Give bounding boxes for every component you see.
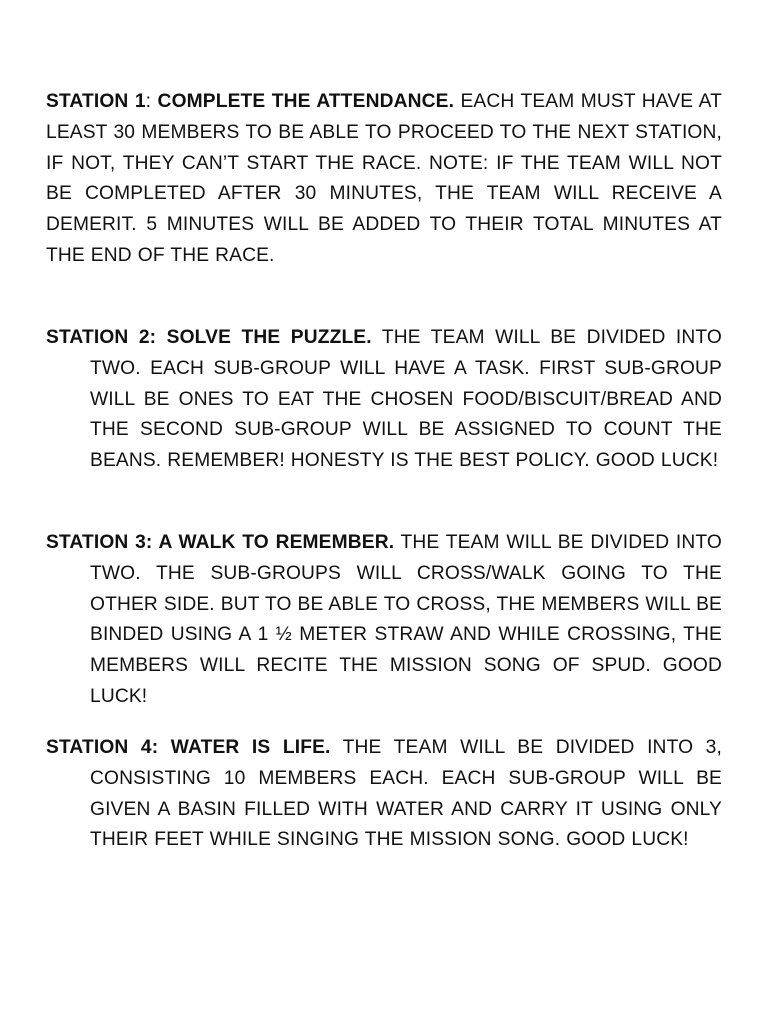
station-1-label-title: COMPLETE THE ATTENDANCE.	[151, 91, 455, 112]
station-2-paragraph	[46, 323, 722, 477]
station-2-body: THE TEAM WILL BE DIVIDED INTO TWO. EACH SUB-GROUP WILL HAVE A TASK. FIRST SUB-GROUP WILL BE ONES TO EAT THE CHOSEN FOOD/BISCUIT/BREAD AND THE SECOND SUB-GROUP WILL BE ASSIGNED TO COUNT THE BEANS. REMEMBER! HONESTY IS THE BEST POLICY. GOOD LUCK!	[90, 327, 722, 472]
station-4-paragraph	[46, 733, 722, 856]
station-4-body: THE TEAM WILL BE DIVIDED INTO 3, CONSISTING 10 MEMBERS EACH. EACH SUB-GROUP WILL BE GIVEN A BASIN FILLED WITH WATER AND CARRY IT USING ONLY THEIR FEET WHILE SINGING THE MISSION SONG. GOOD LUCK!	[90, 737, 722, 851]
station-1-label-prefix: STATION 1	[46, 91, 146, 112]
station-1-paragraph	[46, 87, 722, 272]
station-3-paragraph	[46, 528, 722, 713]
station-3-body: THE TEAM WILL BE DIVIDED INTO TWO. THE SUB-GROUPS WILL CROSS/WALK GOING TO THE OTHER SIDE. BUT TO BE ABLE TO CROSS, THE MEMBERS WILL BE BINDED USING A 1 ½ METER STRAW AND WHILE CROSSING, THE MEMBERS WILL RECITE THE MISSION SONG OF SPUD. GOOD LUCK!	[90, 532, 722, 707]
station-3-label: STATION 3: A WALK TO REMEMBER.	[46, 532, 395, 553]
station-2-label: STATION 2: SOLVE THE PUZZLE.	[46, 327, 372, 348]
station-1-body: EACH TEAM MUST HAVE AT LEAST 30 MEMBERS TO BE ABLE TO PROCEED TO THE NEXT STATION, IF NOT, THEY CAN’T START THE RACE. NOTE: IF THE TEAM WILL NOT BE COMPLETED AFTER 30 MINUTES, THE TEAM WILL RECEIVE A DEMERIT. 5 MINUTES WILL BE ADDED TO THEIR TOTAL MINUTES AT THE END OF THE RACE.	[46, 91, 722, 266]
station-4-label: STATION 4: WATER IS LIFE.	[46, 737, 331, 758]
station-1-label-separator: :	[145, 91, 152, 112]
